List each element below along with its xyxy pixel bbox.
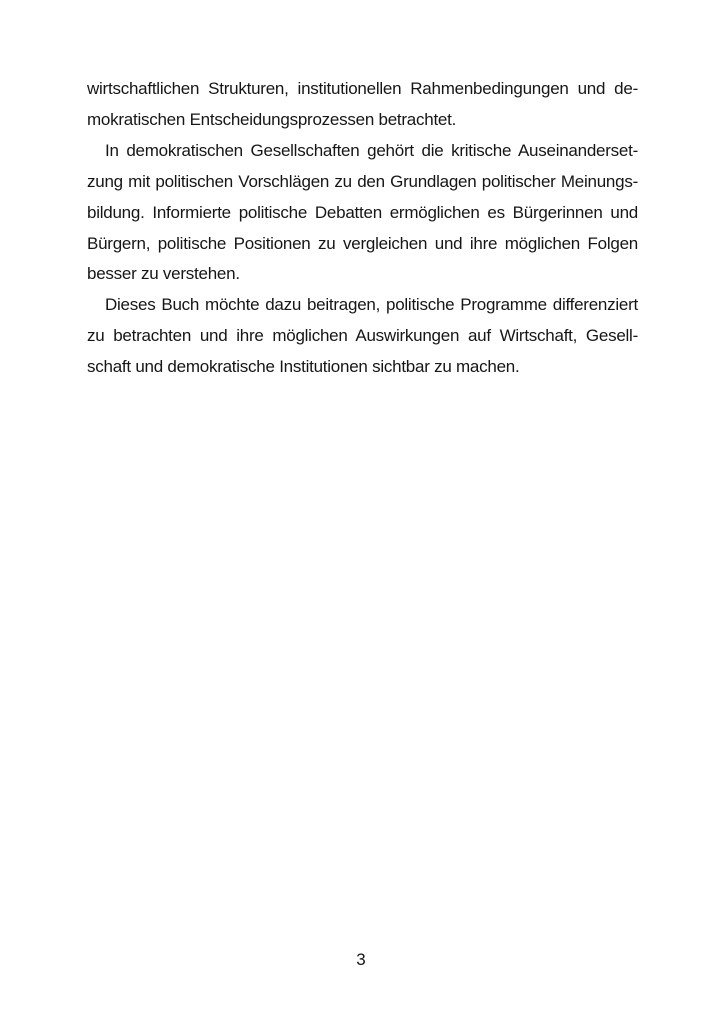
text-line: In demokratischen Gesellschaften gehört die kritische Auseinanderset- — [105, 140, 638, 160]
page-text — [87, 74, 638, 383]
text-line: wirtschaftlichen Strukturen, institutionellen Rahmenbedingungen und de- — [87, 79, 638, 98]
paragraph — [87, 74, 638, 136]
paragraph — [87, 290, 638, 383]
text-line: zu betrachten und ihre möglichen Auswirkungen auf Wirtschaft, Gesell- — [87, 326, 638, 346]
paragraph — [87, 136, 638, 291]
text-line: bildung. Informierte politische Debatten ermöglichen es Bürgerinnen und — [87, 202, 638, 222]
text-line: mokratischen Entscheidungsprozessen betrachtet. — [87, 109, 457, 129]
text-line: Bürgern, politische Positionen zu vergleichen und ihre möglichen Folgen — [87, 233, 638, 253]
text-line: schaft und demokratische Institutionen sichtbar zu machen. — [87, 357, 520, 377]
text-line: zung mit politischen Vorschlägen zu den Grundlagen politischer Meinungs- — [87, 171, 638, 191]
page-number: 3 — [356, 950, 366, 969]
text-line: Dieses Buch möchte dazu beitragen, politische Programme differenziert — [105, 295, 638, 315]
text-line: besser zu verstehen. — [87, 264, 240, 284]
